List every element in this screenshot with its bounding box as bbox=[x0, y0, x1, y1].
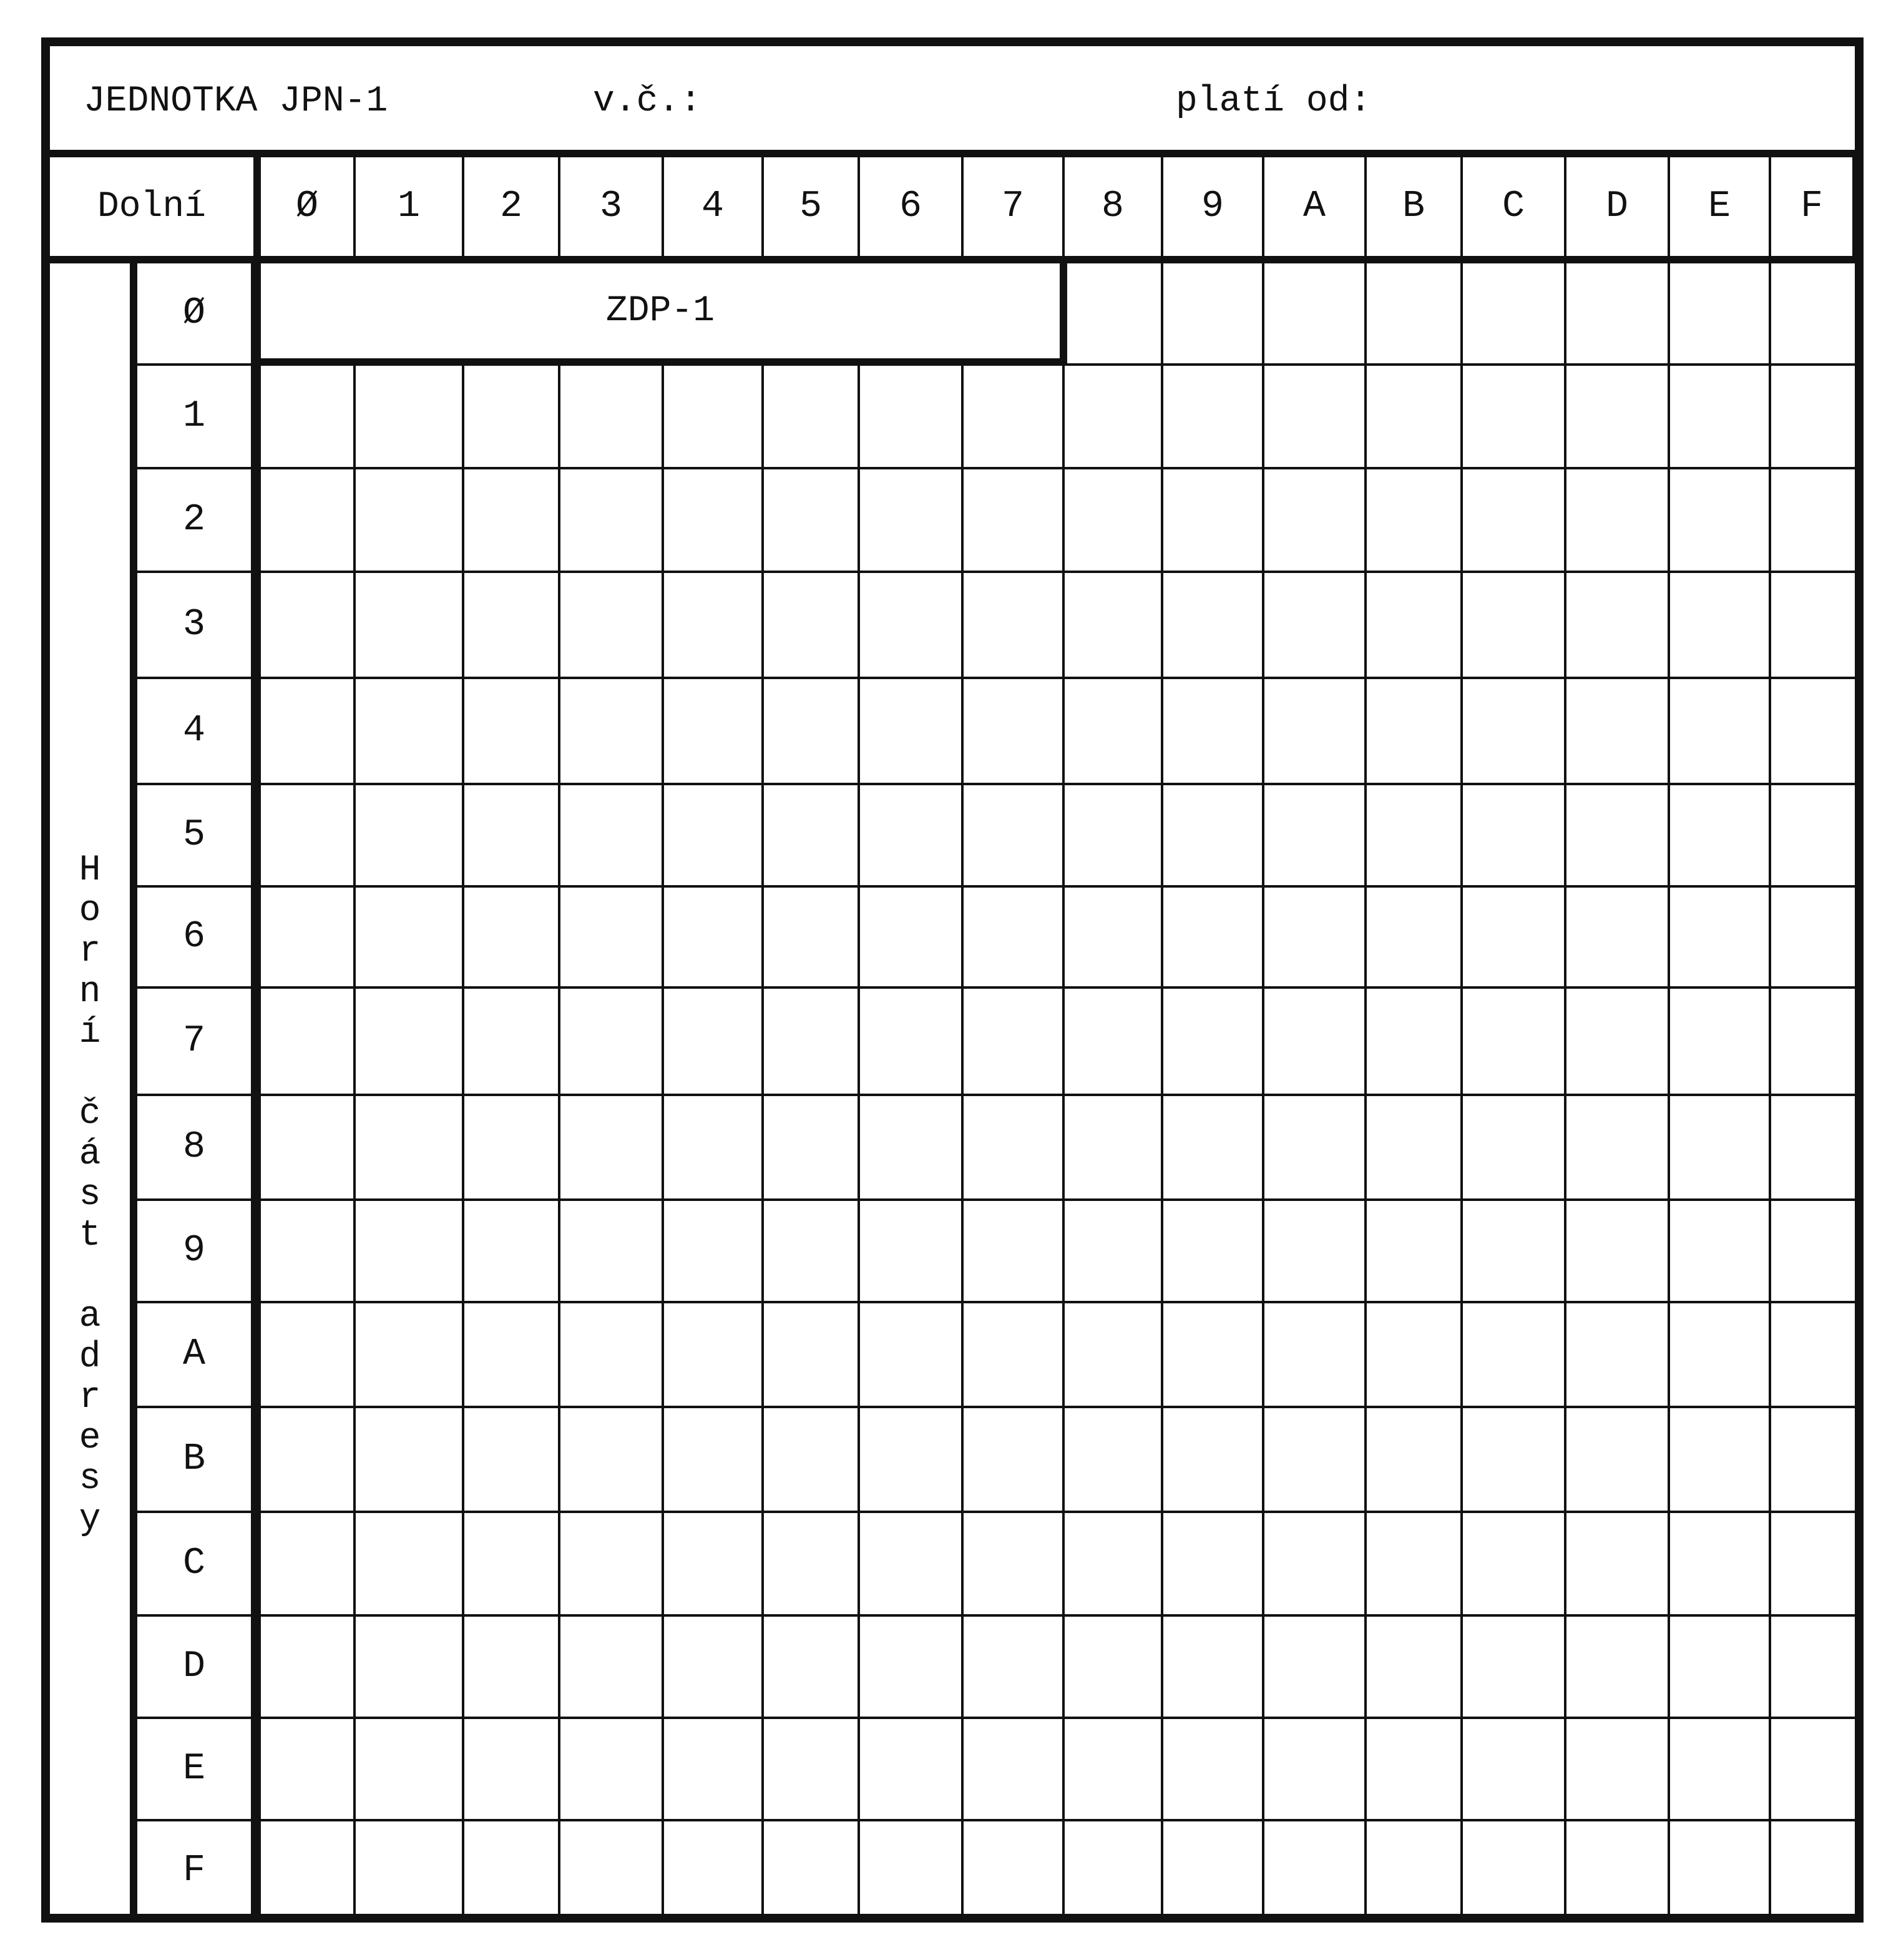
side-divider bbox=[130, 263, 137, 1923]
address-cell[interactable] bbox=[356, 366, 464, 469]
address-cell[interactable] bbox=[860, 573, 964, 679]
address-cell[interactable] bbox=[356, 1821, 464, 1923]
address-cell[interactable] bbox=[1367, 366, 1463, 469]
address-cell[interactable] bbox=[1771, 1821, 1855, 1923]
address-cell[interactable] bbox=[560, 785, 664, 888]
address-cell[interactable] bbox=[464, 989, 560, 1096]
address-cell[interactable] bbox=[1463, 1719, 1566, 1821]
address-cell[interactable] bbox=[464, 679, 560, 785]
row-header: 5 bbox=[137, 785, 253, 888]
address-cell[interactable] bbox=[1463, 785, 1566, 888]
address-cell[interactable] bbox=[1670, 1719, 1771, 1821]
address-cell[interactable] bbox=[1670, 469, 1771, 573]
address-cell[interactable] bbox=[356, 1408, 464, 1513]
address-cell[interactable] bbox=[664, 1408, 764, 1513]
address-cell[interactable] bbox=[764, 1408, 860, 1513]
address-cell[interactable] bbox=[1264, 1821, 1367, 1923]
address-cell[interactable] bbox=[261, 1617, 356, 1719]
address-cell[interactable] bbox=[664, 1201, 764, 1303]
row-header: 4 bbox=[137, 679, 253, 785]
address-cell[interactable] bbox=[1367, 888, 1463, 989]
row-header: Ø bbox=[137, 263, 253, 366]
address-cell[interactable] bbox=[1670, 888, 1771, 989]
address-cell[interactable] bbox=[764, 989, 860, 1096]
address-cell[interactable] bbox=[560, 1719, 664, 1821]
address-cell[interactable] bbox=[1264, 1408, 1367, 1513]
address-cell[interactable] bbox=[764, 888, 860, 989]
column-header: 5 bbox=[764, 157, 860, 263]
address-cell[interactable] bbox=[964, 1096, 1065, 1201]
address-cell[interactable] bbox=[860, 1719, 964, 1821]
address-cell[interactable] bbox=[356, 679, 464, 785]
address-cell[interactable] bbox=[1264, 1096, 1367, 1201]
lower-address-label: Dolní bbox=[50, 157, 253, 263]
address-cell[interactable] bbox=[1670, 263, 1771, 366]
address-cell[interactable] bbox=[964, 888, 1065, 989]
address-cell[interactable] bbox=[1771, 1513, 1855, 1617]
address-cell[interactable] bbox=[1065, 469, 1163, 573]
address-cell[interactable] bbox=[1463, 1096, 1566, 1201]
address-cell[interactable] bbox=[964, 469, 1065, 573]
address-cell[interactable] bbox=[1264, 1201, 1367, 1303]
address-cell[interactable] bbox=[464, 573, 560, 679]
address-cell[interactable] bbox=[1065, 679, 1163, 785]
address-cell[interactable] bbox=[1771, 888, 1855, 989]
address-cell[interactable] bbox=[261, 1513, 356, 1617]
address-cell[interactable] bbox=[261, 469, 356, 573]
address-cell[interactable] bbox=[1065, 1821, 1163, 1923]
address-cell[interactable] bbox=[664, 366, 764, 469]
address-cell[interactable] bbox=[1771, 785, 1855, 888]
address-cell[interactable] bbox=[1163, 366, 1264, 469]
address-cell[interactable] bbox=[1163, 1096, 1264, 1201]
address-cell[interactable] bbox=[860, 1408, 964, 1513]
address-cell[interactable] bbox=[764, 1513, 860, 1617]
address-cell[interactable] bbox=[1771, 469, 1855, 573]
upper-address-label-text: H o r n í č á s t a d r e s y bbox=[79, 850, 101, 1540]
column-header: 3 bbox=[560, 157, 664, 263]
address-cell[interactable] bbox=[1264, 1719, 1367, 1821]
address-cell[interactable] bbox=[1367, 1719, 1463, 1821]
address-cell[interactable] bbox=[356, 469, 464, 573]
address-cell[interactable] bbox=[560, 1821, 664, 1923]
address-cell[interactable] bbox=[1367, 469, 1463, 573]
address-cell[interactable] bbox=[964, 573, 1065, 679]
address-cell[interactable] bbox=[1566, 1617, 1670, 1719]
row-header: 8 bbox=[137, 1096, 253, 1201]
address-cell[interactable] bbox=[664, 1821, 764, 1923]
column-header: E bbox=[1670, 157, 1771, 263]
address-cell[interactable] bbox=[1771, 1303, 1855, 1408]
address-cell[interactable] bbox=[1367, 1201, 1463, 1303]
row-header: 7 bbox=[137, 989, 253, 1096]
address-cell[interactable] bbox=[664, 573, 764, 679]
address-cell[interactable] bbox=[1463, 1408, 1566, 1513]
address-cell[interactable] bbox=[1566, 263, 1670, 366]
form-header bbox=[50, 46, 1855, 157]
address-cell[interactable] bbox=[1163, 469, 1264, 573]
address-cell[interactable] bbox=[860, 989, 964, 1096]
address-cell[interactable] bbox=[560, 1201, 664, 1303]
address-cell[interactable] bbox=[1670, 366, 1771, 469]
address-cell[interactable] bbox=[1163, 1513, 1264, 1617]
address-cell[interactable] bbox=[1771, 1201, 1855, 1303]
address-cell[interactable] bbox=[964, 366, 1065, 469]
address-cell[interactable] bbox=[1771, 1096, 1855, 1201]
address-cell[interactable] bbox=[664, 1719, 764, 1821]
address-cell[interactable] bbox=[1163, 1408, 1264, 1513]
address-cell[interactable] bbox=[664, 1617, 764, 1719]
address-cell[interactable] bbox=[1065, 1617, 1163, 1719]
address-cell[interactable] bbox=[1566, 989, 1670, 1096]
valid-from-label: platí od: bbox=[1176, 81, 1372, 122]
address-cell[interactable] bbox=[1065, 888, 1163, 989]
address-cell[interactable] bbox=[356, 785, 464, 888]
row-header: 9 bbox=[137, 1201, 253, 1303]
address-cell[interactable] bbox=[356, 1617, 464, 1719]
address-cell[interactable] bbox=[261, 1821, 356, 1923]
address-cell[interactable] bbox=[1367, 989, 1463, 1096]
address-cell[interactable] bbox=[1367, 785, 1463, 888]
address-cell[interactable] bbox=[860, 888, 964, 989]
address-cell[interactable] bbox=[1670, 679, 1771, 785]
address-cell[interactable] bbox=[1566, 1096, 1670, 1201]
row-header: C bbox=[137, 1513, 253, 1617]
address-cell[interactable] bbox=[261, 1303, 356, 1408]
column-header: C bbox=[1463, 157, 1566, 263]
address-cell[interactable] bbox=[964, 1821, 1065, 1923]
upper-address-label bbox=[50, 263, 130, 1923]
address-cell[interactable] bbox=[560, 1096, 664, 1201]
address-cell[interactable] bbox=[1463, 989, 1566, 1096]
address-cell[interactable] bbox=[464, 1513, 560, 1617]
address-cell[interactable] bbox=[860, 469, 964, 573]
column-header: B bbox=[1367, 157, 1463, 263]
address-cell[interactable] bbox=[1163, 888, 1264, 989]
address-cell[interactable] bbox=[1771, 1719, 1855, 1821]
address-cell[interactable] bbox=[1367, 1617, 1463, 1719]
column-header: 8 bbox=[1065, 157, 1163, 263]
address-cell[interactable] bbox=[464, 888, 560, 989]
address-cell[interactable] bbox=[356, 1513, 464, 1617]
address-cell[interactable] bbox=[1367, 679, 1463, 785]
address-cell[interactable] bbox=[356, 573, 464, 679]
row-header: D bbox=[137, 1617, 253, 1719]
address-cell[interactable] bbox=[1367, 1408, 1463, 1513]
address-cell[interactable] bbox=[464, 469, 560, 573]
address-cell[interactable] bbox=[560, 1303, 664, 1408]
address-cell[interactable] bbox=[1264, 469, 1367, 573]
address-cell[interactable] bbox=[1163, 785, 1264, 888]
address-cell[interactable] bbox=[1065, 1719, 1163, 1821]
address-cell[interactable] bbox=[964, 785, 1065, 888]
address-cell[interactable] bbox=[1367, 1303, 1463, 1408]
address-cell[interactable] bbox=[1065, 263, 1163, 366]
address-map-form bbox=[41, 37, 1864, 1923]
address-cell[interactable] bbox=[261, 1201, 356, 1303]
address-cell[interactable] bbox=[261, 989, 356, 1096]
address-cell[interactable] bbox=[356, 1201, 464, 1303]
address-cell[interactable] bbox=[1264, 679, 1367, 785]
address-cell[interactable] bbox=[1163, 989, 1264, 1096]
address-cell[interactable] bbox=[1566, 1201, 1670, 1303]
address-cell[interactable] bbox=[964, 679, 1065, 785]
address-cell[interactable] bbox=[1163, 1719, 1264, 1821]
address-cell[interactable] bbox=[560, 679, 664, 785]
address-cell[interactable] bbox=[860, 1303, 964, 1408]
address-cell[interactable] bbox=[1065, 573, 1163, 679]
address-cell[interactable] bbox=[356, 888, 464, 989]
address-cell[interactable] bbox=[1065, 1303, 1163, 1408]
address-cell[interactable] bbox=[1065, 1408, 1163, 1513]
unit-title: JEDNOTKA JPN-1 bbox=[84, 81, 388, 122]
main-divider bbox=[253, 157, 261, 1923]
address-cell[interactable] bbox=[560, 469, 664, 573]
address-cell[interactable] bbox=[664, 888, 764, 989]
address-cell[interactable] bbox=[1264, 573, 1367, 679]
column-header: 1 bbox=[356, 157, 464, 263]
address-cell[interactable] bbox=[1566, 1719, 1670, 1821]
address-cell[interactable] bbox=[1163, 1303, 1264, 1408]
address-cell[interactable] bbox=[1264, 366, 1367, 469]
address-cell[interactable] bbox=[764, 785, 860, 888]
address-cell[interactable] bbox=[464, 1719, 560, 1821]
address-cell[interactable] bbox=[1670, 989, 1771, 1096]
address-cell[interactable] bbox=[261, 366, 356, 469]
address-cell[interactable] bbox=[560, 1408, 664, 1513]
address-cell[interactable] bbox=[1566, 469, 1670, 573]
address-cell[interactable] bbox=[1670, 573, 1771, 679]
address-cell[interactable] bbox=[1065, 366, 1163, 469]
address-cell[interactable] bbox=[1771, 989, 1855, 1096]
address-cell[interactable] bbox=[1065, 1201, 1163, 1303]
address-cell[interactable] bbox=[1566, 679, 1670, 785]
address-cell[interactable] bbox=[1566, 573, 1670, 679]
address-cell[interactable] bbox=[1163, 1821, 1264, 1923]
address-cell[interactable] bbox=[764, 1096, 860, 1201]
address-cell[interactable] bbox=[1163, 679, 1264, 785]
address-cell[interactable] bbox=[1771, 573, 1855, 679]
address-cell[interactable] bbox=[1670, 1303, 1771, 1408]
address-cell[interactable] bbox=[860, 366, 964, 469]
column-header: 2 bbox=[464, 157, 560, 263]
address-cell[interactable] bbox=[1065, 785, 1163, 888]
address-cell[interactable] bbox=[964, 1408, 1065, 1513]
address-cell[interactable] bbox=[860, 1096, 964, 1201]
address-cell[interactable] bbox=[1463, 1303, 1566, 1408]
column-header: 4 bbox=[664, 157, 764, 263]
address-cell[interactable] bbox=[1463, 679, 1566, 785]
address-cell[interactable] bbox=[860, 785, 964, 888]
address-cell[interactable] bbox=[1566, 888, 1670, 989]
address-cell[interactable] bbox=[764, 1201, 860, 1303]
row-header: 2 bbox=[137, 469, 253, 573]
address-cell[interactable] bbox=[1065, 989, 1163, 1096]
address-cell[interactable] bbox=[860, 1201, 964, 1303]
row-header: E bbox=[137, 1719, 253, 1821]
address-cell[interactable] bbox=[1367, 573, 1463, 679]
address-cell[interactable] bbox=[1463, 469, 1566, 573]
address-cell[interactable] bbox=[860, 679, 964, 785]
address-cell[interactable] bbox=[1670, 1617, 1771, 1719]
address-cell[interactable] bbox=[1065, 1096, 1163, 1201]
address-cell[interactable] bbox=[764, 1617, 860, 1719]
address-cell[interactable] bbox=[764, 469, 860, 573]
address-cell[interactable] bbox=[1670, 1513, 1771, 1617]
address-cell[interactable] bbox=[860, 1617, 964, 1719]
address-cell[interactable] bbox=[1163, 1201, 1264, 1303]
address-cell[interactable] bbox=[1771, 1408, 1855, 1513]
address-cell[interactable] bbox=[764, 679, 860, 785]
address-cell[interactable] bbox=[964, 1513, 1065, 1617]
address-cell[interactable] bbox=[764, 1719, 860, 1821]
address-cell[interactable] bbox=[764, 1303, 860, 1408]
address-cell[interactable] bbox=[1670, 1201, 1771, 1303]
address-cell[interactable] bbox=[1566, 785, 1670, 888]
address-cell[interactable] bbox=[1463, 263, 1566, 366]
address-cell[interactable] bbox=[261, 888, 356, 989]
address-cell[interactable] bbox=[261, 679, 356, 785]
address-cell[interactable] bbox=[1670, 1096, 1771, 1201]
address-cell[interactable] bbox=[464, 366, 560, 469]
row-header: 1 bbox=[137, 366, 253, 469]
row-header: F bbox=[137, 1821, 253, 1923]
address-cell[interactable] bbox=[356, 1096, 464, 1201]
address-cell[interactable] bbox=[464, 1408, 560, 1513]
address-cell[interactable] bbox=[1566, 1513, 1670, 1617]
address-cell[interactable] bbox=[1566, 1408, 1670, 1513]
address-cell[interactable] bbox=[1264, 1617, 1367, 1719]
address-cell[interactable] bbox=[764, 573, 860, 679]
address-cell[interactable] bbox=[1566, 1303, 1670, 1408]
address-cell[interactable] bbox=[764, 1821, 860, 1923]
address-cell[interactable] bbox=[1163, 573, 1264, 679]
column-header: Ø bbox=[261, 157, 356, 263]
address-cell[interactable] bbox=[1463, 888, 1566, 989]
address-cell[interactable] bbox=[1264, 1303, 1367, 1408]
address-cell[interactable] bbox=[1670, 1821, 1771, 1923]
address-cell[interactable] bbox=[664, 1303, 764, 1408]
column-header: D bbox=[1566, 157, 1670, 263]
address-cell[interactable] bbox=[1771, 366, 1855, 469]
address-cell[interactable] bbox=[1163, 263, 1264, 366]
address-cell[interactable] bbox=[1566, 366, 1670, 469]
column-header: 9 bbox=[1163, 157, 1264, 263]
address-cell[interactable] bbox=[1463, 1821, 1566, 1923]
row-header: 6 bbox=[137, 888, 253, 989]
address-cell[interactable] bbox=[560, 888, 664, 989]
address-cell[interactable] bbox=[261, 785, 356, 888]
address-cell[interactable] bbox=[664, 679, 764, 785]
address-cell[interactable] bbox=[261, 1719, 356, 1821]
zdp-1-range-cell: ZDP-1 bbox=[261, 263, 1067, 366]
address-cell[interactable] bbox=[356, 1303, 464, 1408]
address-cell[interactable] bbox=[464, 1617, 560, 1719]
column-header: F bbox=[1771, 157, 1855, 263]
address-cell[interactable] bbox=[261, 1096, 356, 1201]
address-cell[interactable] bbox=[560, 989, 664, 1096]
address-cell[interactable] bbox=[860, 1513, 964, 1617]
address-cell[interactable] bbox=[1264, 888, 1367, 989]
address-cell[interactable] bbox=[464, 1201, 560, 1303]
address-cell[interactable] bbox=[1264, 989, 1367, 1096]
address-cell[interactable] bbox=[1367, 263, 1463, 366]
address-cell[interactable] bbox=[964, 1617, 1065, 1719]
row-header: A bbox=[137, 1303, 253, 1408]
address-cell[interactable] bbox=[1264, 785, 1367, 888]
address-cell[interactable] bbox=[860, 1821, 964, 1923]
address-cell[interactable] bbox=[1065, 1513, 1163, 1617]
column-header: 7 bbox=[964, 157, 1065, 263]
column-header: 6 bbox=[860, 157, 964, 263]
address-cell[interactable] bbox=[964, 989, 1065, 1096]
address-cell[interactable] bbox=[664, 785, 764, 888]
address-cell[interactable] bbox=[964, 1719, 1065, 1821]
address-cell[interactable] bbox=[1264, 1513, 1367, 1617]
address-cell[interactable] bbox=[1771, 679, 1855, 785]
address-cell[interactable] bbox=[560, 366, 664, 469]
row-header: B bbox=[137, 1408, 253, 1513]
address-cell[interactable] bbox=[464, 1096, 560, 1201]
address-cell[interactable] bbox=[1463, 1201, 1566, 1303]
address-cell[interactable] bbox=[464, 785, 560, 888]
address-cell[interactable] bbox=[261, 573, 356, 679]
address-cell[interactable] bbox=[356, 989, 464, 1096]
serial-number-label: v.č.: bbox=[593, 81, 702, 122]
address-cell[interactable] bbox=[1367, 1513, 1463, 1617]
row-header: 3 bbox=[137, 573, 253, 679]
address-cell[interactable] bbox=[764, 366, 860, 469]
address-cell[interactable] bbox=[1463, 366, 1566, 469]
address-cell[interactable] bbox=[1670, 785, 1771, 888]
address-cell[interactable] bbox=[464, 1303, 560, 1408]
address-cell[interactable] bbox=[1771, 263, 1855, 366]
column-header: A bbox=[1264, 157, 1367, 263]
address-cell[interactable] bbox=[560, 1617, 664, 1719]
address-cell[interactable] bbox=[1566, 1821, 1670, 1923]
address-cell[interactable] bbox=[1463, 573, 1566, 679]
address-cell[interactable] bbox=[1367, 1821, 1463, 1923]
address-cell[interactable] bbox=[1163, 1617, 1264, 1719]
address-cell[interactable] bbox=[664, 1096, 764, 1201]
address-cell[interactable] bbox=[261, 1408, 356, 1513]
address-cell[interactable] bbox=[1463, 1617, 1566, 1719]
address-cell[interactable] bbox=[1264, 263, 1367, 366]
address-cell[interactable] bbox=[1771, 1617, 1855, 1719]
address-cell[interactable] bbox=[560, 1513, 664, 1617]
address-cell[interactable] bbox=[664, 469, 764, 573]
address-cell[interactable] bbox=[964, 1303, 1065, 1408]
address-cell[interactable] bbox=[664, 1513, 764, 1617]
address-cell[interactable] bbox=[964, 1201, 1065, 1303]
address-cell[interactable] bbox=[560, 573, 664, 679]
address-cell[interactable] bbox=[1670, 1408, 1771, 1513]
address-cell[interactable] bbox=[464, 1821, 560, 1923]
address-cell[interactable] bbox=[1463, 1513, 1566, 1617]
address-cell[interactable] bbox=[664, 989, 764, 1096]
address-cell[interactable] bbox=[1367, 1096, 1463, 1201]
address-cell[interactable] bbox=[356, 1719, 464, 1821]
